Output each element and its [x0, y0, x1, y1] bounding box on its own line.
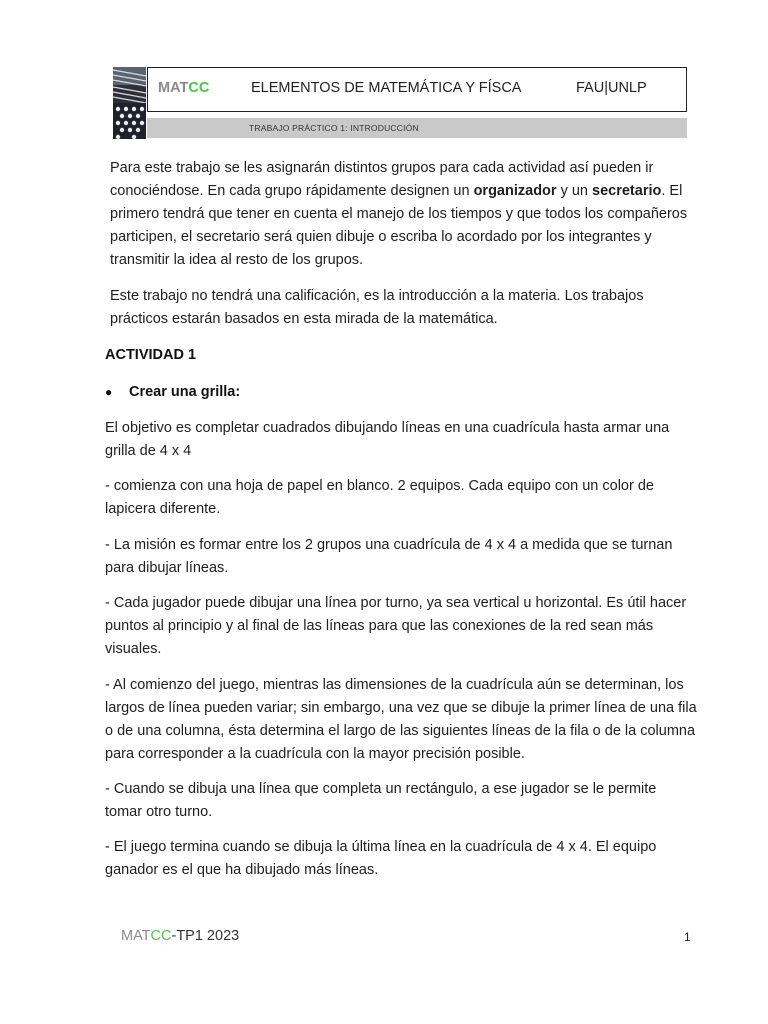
activity-paragraph-1: El objetivo es completar cuadrados dibujando líneas en una cuadrícula hasta armar una grilla de 4 x 4 — [105, 420, 670, 459]
activity-heading: ACTIVIDAD 1 — [105, 347, 197, 363]
brand-logo — [158, 80, 209, 96]
footer-label — [121, 928, 239, 944]
bullet-item — [105, 384, 240, 400]
subheader-bar — [147, 118, 687, 138]
intro-paragraph-2: Este trabajo no tendrá una calificación, es la introducción a la materia. Los trabajos prácticos estarán basados en esta mirada de la matemática. — [110, 288, 644, 327]
header-box — [147, 67, 687, 112]
bullet-text: Crear una grilla: — [129, 384, 241, 400]
header-collage-graphic — [113, 67, 146, 139]
page-number: 1 — [684, 930, 691, 944]
institution: FAU|UNLP — [576, 80, 647, 96]
activity-paragraph-5: - Al comienzo del juego, mientras las dimensiones de la cuadrícula aún se determinan, los largos de línea pueden variar; sin embargo, una vez que se dibuje la primer línea de una fila o de una columna, ésta determina el largo de las siguientes líneas de la fila o de la columna para corresponder a la cuadrícula con la mayor precisión posible. — [105, 677, 697, 762]
footer-cc: CC — [150, 928, 172, 944]
intro-p1-secretario: secretario — [592, 183, 662, 199]
brand-mat: MAT — [158, 80, 189, 96]
assignment-subtitle: TRABAJO PRÁCTICO 1: INTRODUCCIÓN — [249, 123, 419, 133]
activity-paragraph-2: - comienza con una hoja de papel en blanco. 2 equipos. Cada equipo con un color de lapicera diferente. — [105, 478, 654, 517]
footer-mat: MAT — [121, 928, 151, 944]
activity-paragraph-7: - El juego termina cuando se dibuja la última línea en la cuadrícula de 4 x 4. El equipo ganador es el que ha dibujado más líneas. — [105, 839, 657, 878]
activity-paragraph-6: - Cuando se dibuja una línea que completa un rectángulo, a ese jugador se le permite tomar otro turno. — [105, 781, 657, 820]
intro-p1-text-d: . El primero tendrá que tener en cuenta el manejo de los tiempos y que todos los compañeros participen, el secretario será quien dibuje o escriba lo acordado por los integrantes y transmitir la idea al resto de los grupos. — [110, 183, 688, 268]
intro-p1-text-a: Para este trabajo se les asignarán distintos grupos para cada actividad así pueden ir conociéndose. En cada grupo rápidamente designen un — [110, 160, 654, 199]
footer-rest: -TP1 2023 — [171, 928, 240, 944]
activity-paragraph-3: - La misión es formar entre los 2 grupos una cuadrícula de 4 x 4 a medida que se turnan para dibujar líneas. — [105, 537, 673, 576]
intro-p1-organizador: organizador — [473, 183, 557, 199]
course-title: ELEMENTOS DE MATEMÁTICA Y FÍSCA — [251, 80, 522, 96]
bullet-dot-icon: ● — [105, 385, 113, 399]
header-image — [113, 67, 146, 139]
intro-p1-text-c: y un — [556, 183, 593, 199]
activity-paragraph-4: - Cada jugador puede dibujar una línea por turno, ya sea vertical u horizontal. Es útil hacer puntos al principio y al final de las líneas para que las conexiones de la red sean más visuales. — [105, 595, 687, 657]
intro-paragraph-1 — [110, 157, 695, 272]
brand-cc: CC — [188, 80, 210, 96]
